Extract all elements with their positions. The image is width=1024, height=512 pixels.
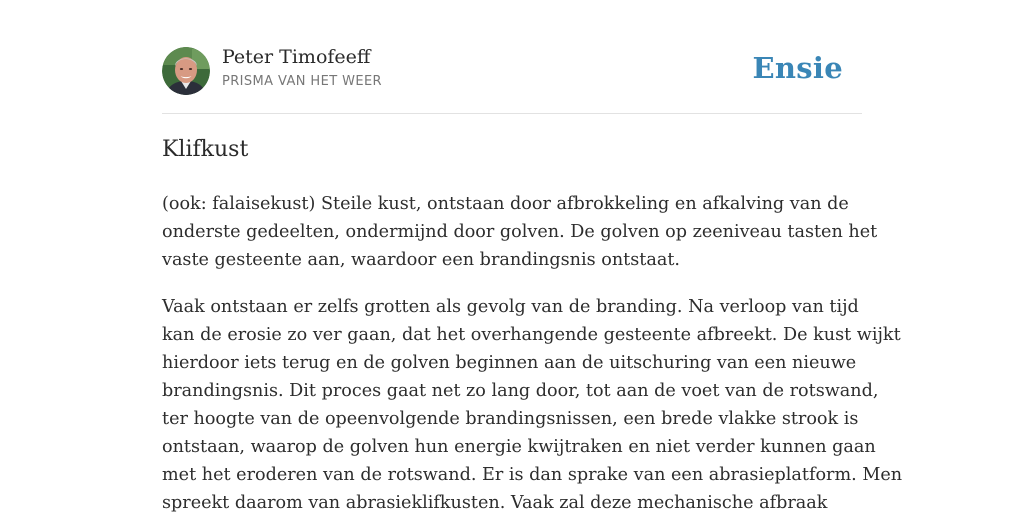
paragraph-line: ter hoogte van de opeenvolgende brandingsnissen, een brede vlakke strook is [162,409,859,429]
paragraph-line: onderste gedeelten, ondermijnd door golven. De golven op zeeniveau tasten het [162,222,878,242]
ensie-logo[interactable]: Ensie [752,51,843,85]
article-paragraph [162,293,903,512]
paragraph-line: hierdoor iets terug en de golven beginnen aan de uitschuring van een nieuwe [162,353,857,373]
paragraph-line: met het eroderen van de rotswand. Er is dan sprake van een abrasieplatform. Men [162,465,903,485]
paragraph-line: kan de erosie zo ver gaan, dat het overhangende gesteente afbreekt. De kust wijkt [162,325,901,345]
paragraph-line: spreekt daarom van abrasieklifkusten. Vaak zal deze mechanische afbraak [162,493,828,512]
article-header [162,0,862,114]
paragraph-line: vaste gesteente aan, waardoor een brandingsnis ontstaat. [162,250,680,270]
paragraph-line: brandingsnis. Dit proces gaat net zo lang door, tot aan de voet van de rotswand, [162,381,879,401]
source-name[interactable]: PRISMA VAN HET WEER [222,74,382,89]
author-name[interactable]: Peter Timofeeff [222,46,371,68]
article-title: Klifkust [162,137,249,162]
article-paragraph [162,190,878,274]
paragraph-line: ontstaan, waarop de golven hun energie kwijtraken en niet verder kunnen gaan [162,437,876,457]
author-photo [162,47,210,95]
page-container [162,0,903,512]
paragraph-line: Vaak ontstaan er zelfs grotten als gevolg van de branding. Na verloop van tijd [162,297,859,317]
author-avatar[interactable] [162,47,210,95]
paragraph-line: (ook: falaisekust) Steile kust, ontstaan door afbrokkeling en afkalving van de [162,194,849,214]
